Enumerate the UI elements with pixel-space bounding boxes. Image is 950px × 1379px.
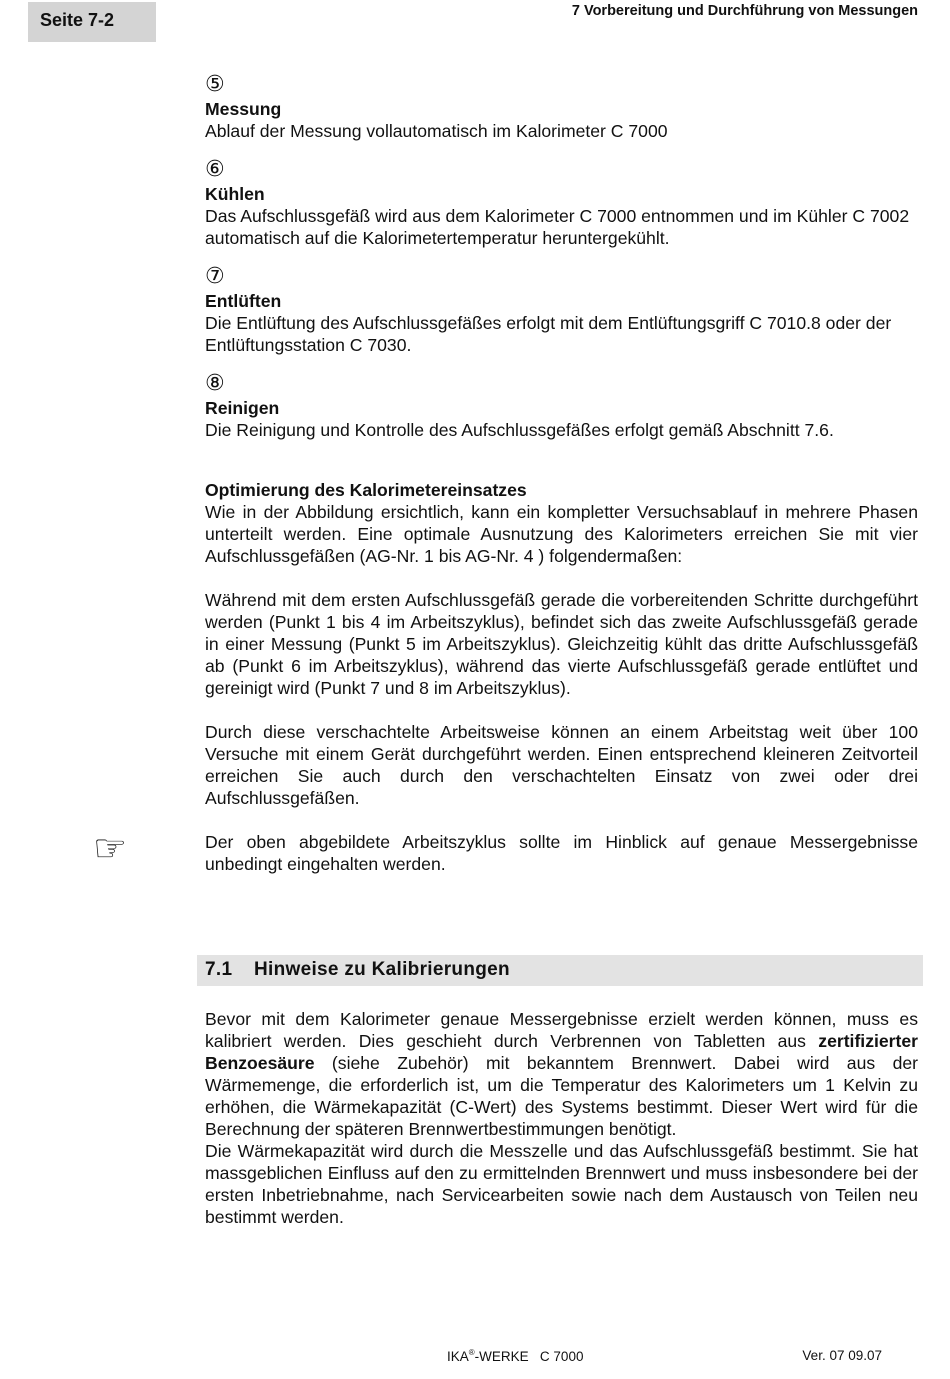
step-vent xyxy=(205,264,918,356)
note-block xyxy=(93,826,918,875)
optimization-intro: Wie in der Abbildung ersichtlich, kann ein kompletter Versuchsablauf in mehrere Phasen unterteilt werden. Eine optimale Ausnutzung des Kalorimeters erreichen Sie mit vier Aufschlussgefäßen (AG-Nr. 1 bis AG-Nr. 4 ) folgendermaßen: xyxy=(205,502,918,566)
step-title: Messung xyxy=(205,99,282,119)
page-label: Seite 7-2 xyxy=(40,10,115,30)
optimization-title: Optimierung des Kalorimetereinsatzes xyxy=(205,480,527,500)
chapter-title: 7 Vorbereitung und Durchführung von Messungen xyxy=(571,3,918,19)
step-text: Ablauf der Messung vollautomatisch im Kalorimeter C 7000 xyxy=(205,121,668,141)
section-paragraph xyxy=(205,1008,918,1140)
section-number: 7.1 xyxy=(205,959,233,980)
pointing-hand-icon: ☞ xyxy=(93,826,128,870)
main-content xyxy=(93,72,918,875)
section-body xyxy=(205,1008,918,1228)
step-clean xyxy=(205,371,918,441)
step-number: ⑧ xyxy=(205,371,225,396)
step-title: Reinigen xyxy=(205,398,280,418)
optimization-section xyxy=(93,479,918,875)
step-cool xyxy=(205,157,918,249)
step-text: Die Entlüftung des Aufschlussgefäßes erfolgt mit dem Entlüftungsgriff C 7010.8 oder der Entlüftungsstation C 7030. xyxy=(205,313,892,355)
emphasis-text: zertifizierter Benzoesäure xyxy=(205,1031,918,1073)
section-paragraph: Die Wärmekapazität wird durch die Messzelle und das Aufschlussgefäß bestimmt. Sie hat massgeblichen Einfluss auf den zu ermittelnden Brennwert und muss insbesondere bei der ersten Inbetriebnahme, nach Servicearbeiten sowie nach dem Austausch von Teilen neu bestimmt werden. xyxy=(205,1141,918,1227)
paragraph-text: (siehe Zubehör) mit bekanntem Brennwert. Dabei wird aus der Wärmemenge, die erforderlich ist, um die Temperatur des Kalorimeters um 1 Kelvin zu erhöhen, die Wärmekapazität (C-Wert) des Systems bestimmt. Dieser Wert wird für die Berechnung der späteren Brennwertbestimmungen benötigt. xyxy=(205,1053,918,1139)
step-title: Entlüften xyxy=(205,291,282,311)
step-number: ⑦ xyxy=(205,264,225,289)
brand-model: -WERKE C 7000 xyxy=(474,1349,584,1364)
footer-brand xyxy=(447,1348,583,1364)
footer-version: Ver. 07 09.07 xyxy=(802,1348,882,1363)
page-number-tab xyxy=(28,2,156,42)
brand-name: IKA xyxy=(447,1349,469,1364)
optimization-paragraph: Während mit dem ersten Aufschlussgefäß gerade die vorbereitenden Schritte durchgeführt werden (Punkt 1 bis 4 im Arbeitszyklus), befindet sich das zweite Aufschlussgefäß gerade in einer Messung (Punkt 5 im Arbeitszyklus). Gleichzeitig kühlt das dritte Aufschlussgefäß ab (Punkt 6 im Arbeitszyklus), während das vierte Aufschlussgefäß gerade entlüftet und gereinigt wird (Punkt 7 und 8 im Arbeitszyklus). xyxy=(205,590,918,698)
step-measure xyxy=(205,72,918,142)
step-text: Das Aufschlussgefäß wird aus dem Kalorimeter C 7000 entnommen und im Kühler C 7002 automatisch auf die Kalorimetertemperatur heruntergekühlt. xyxy=(205,206,910,248)
section-heading xyxy=(197,955,923,986)
optimization-paragraph: Durch diese verschachtelte Arbeitsweise können an einem Arbeitstag weit über 100 Versuche mit einem Gerät durchgeführt werden. Einen entsprechend kleineren Zeitvorteil erreichen Sie auch durch den verschachtelten Einsatz von zwei oder drei Aufschlussgefäßen. xyxy=(205,722,918,808)
step-number: ⑥ xyxy=(205,157,225,182)
step-text: Die Reinigung und Kontrolle des Aufschlussgefäßes erfolgt gemäß Abschnitt 7.6. xyxy=(205,420,834,440)
step-number: ⑤ xyxy=(205,72,225,97)
note-text: Der oben abgebildete Arbeitszyklus sollte im Hinblick auf genaue Messergebnisse unbedingt eingehalten werden. xyxy=(205,832,918,874)
paragraph-text: Bevor mit dem Kalorimeter genaue Messergebnisse erzielt werden können, muss es kalibriert werden. Dies geschieht durch Verbrennen von Tabletten aus xyxy=(205,1009,918,1051)
step-title: Kühlen xyxy=(205,184,265,204)
registered-mark: ® xyxy=(468,1348,475,1357)
section-title: Hinweise zu Kalibrierungen xyxy=(254,959,510,980)
